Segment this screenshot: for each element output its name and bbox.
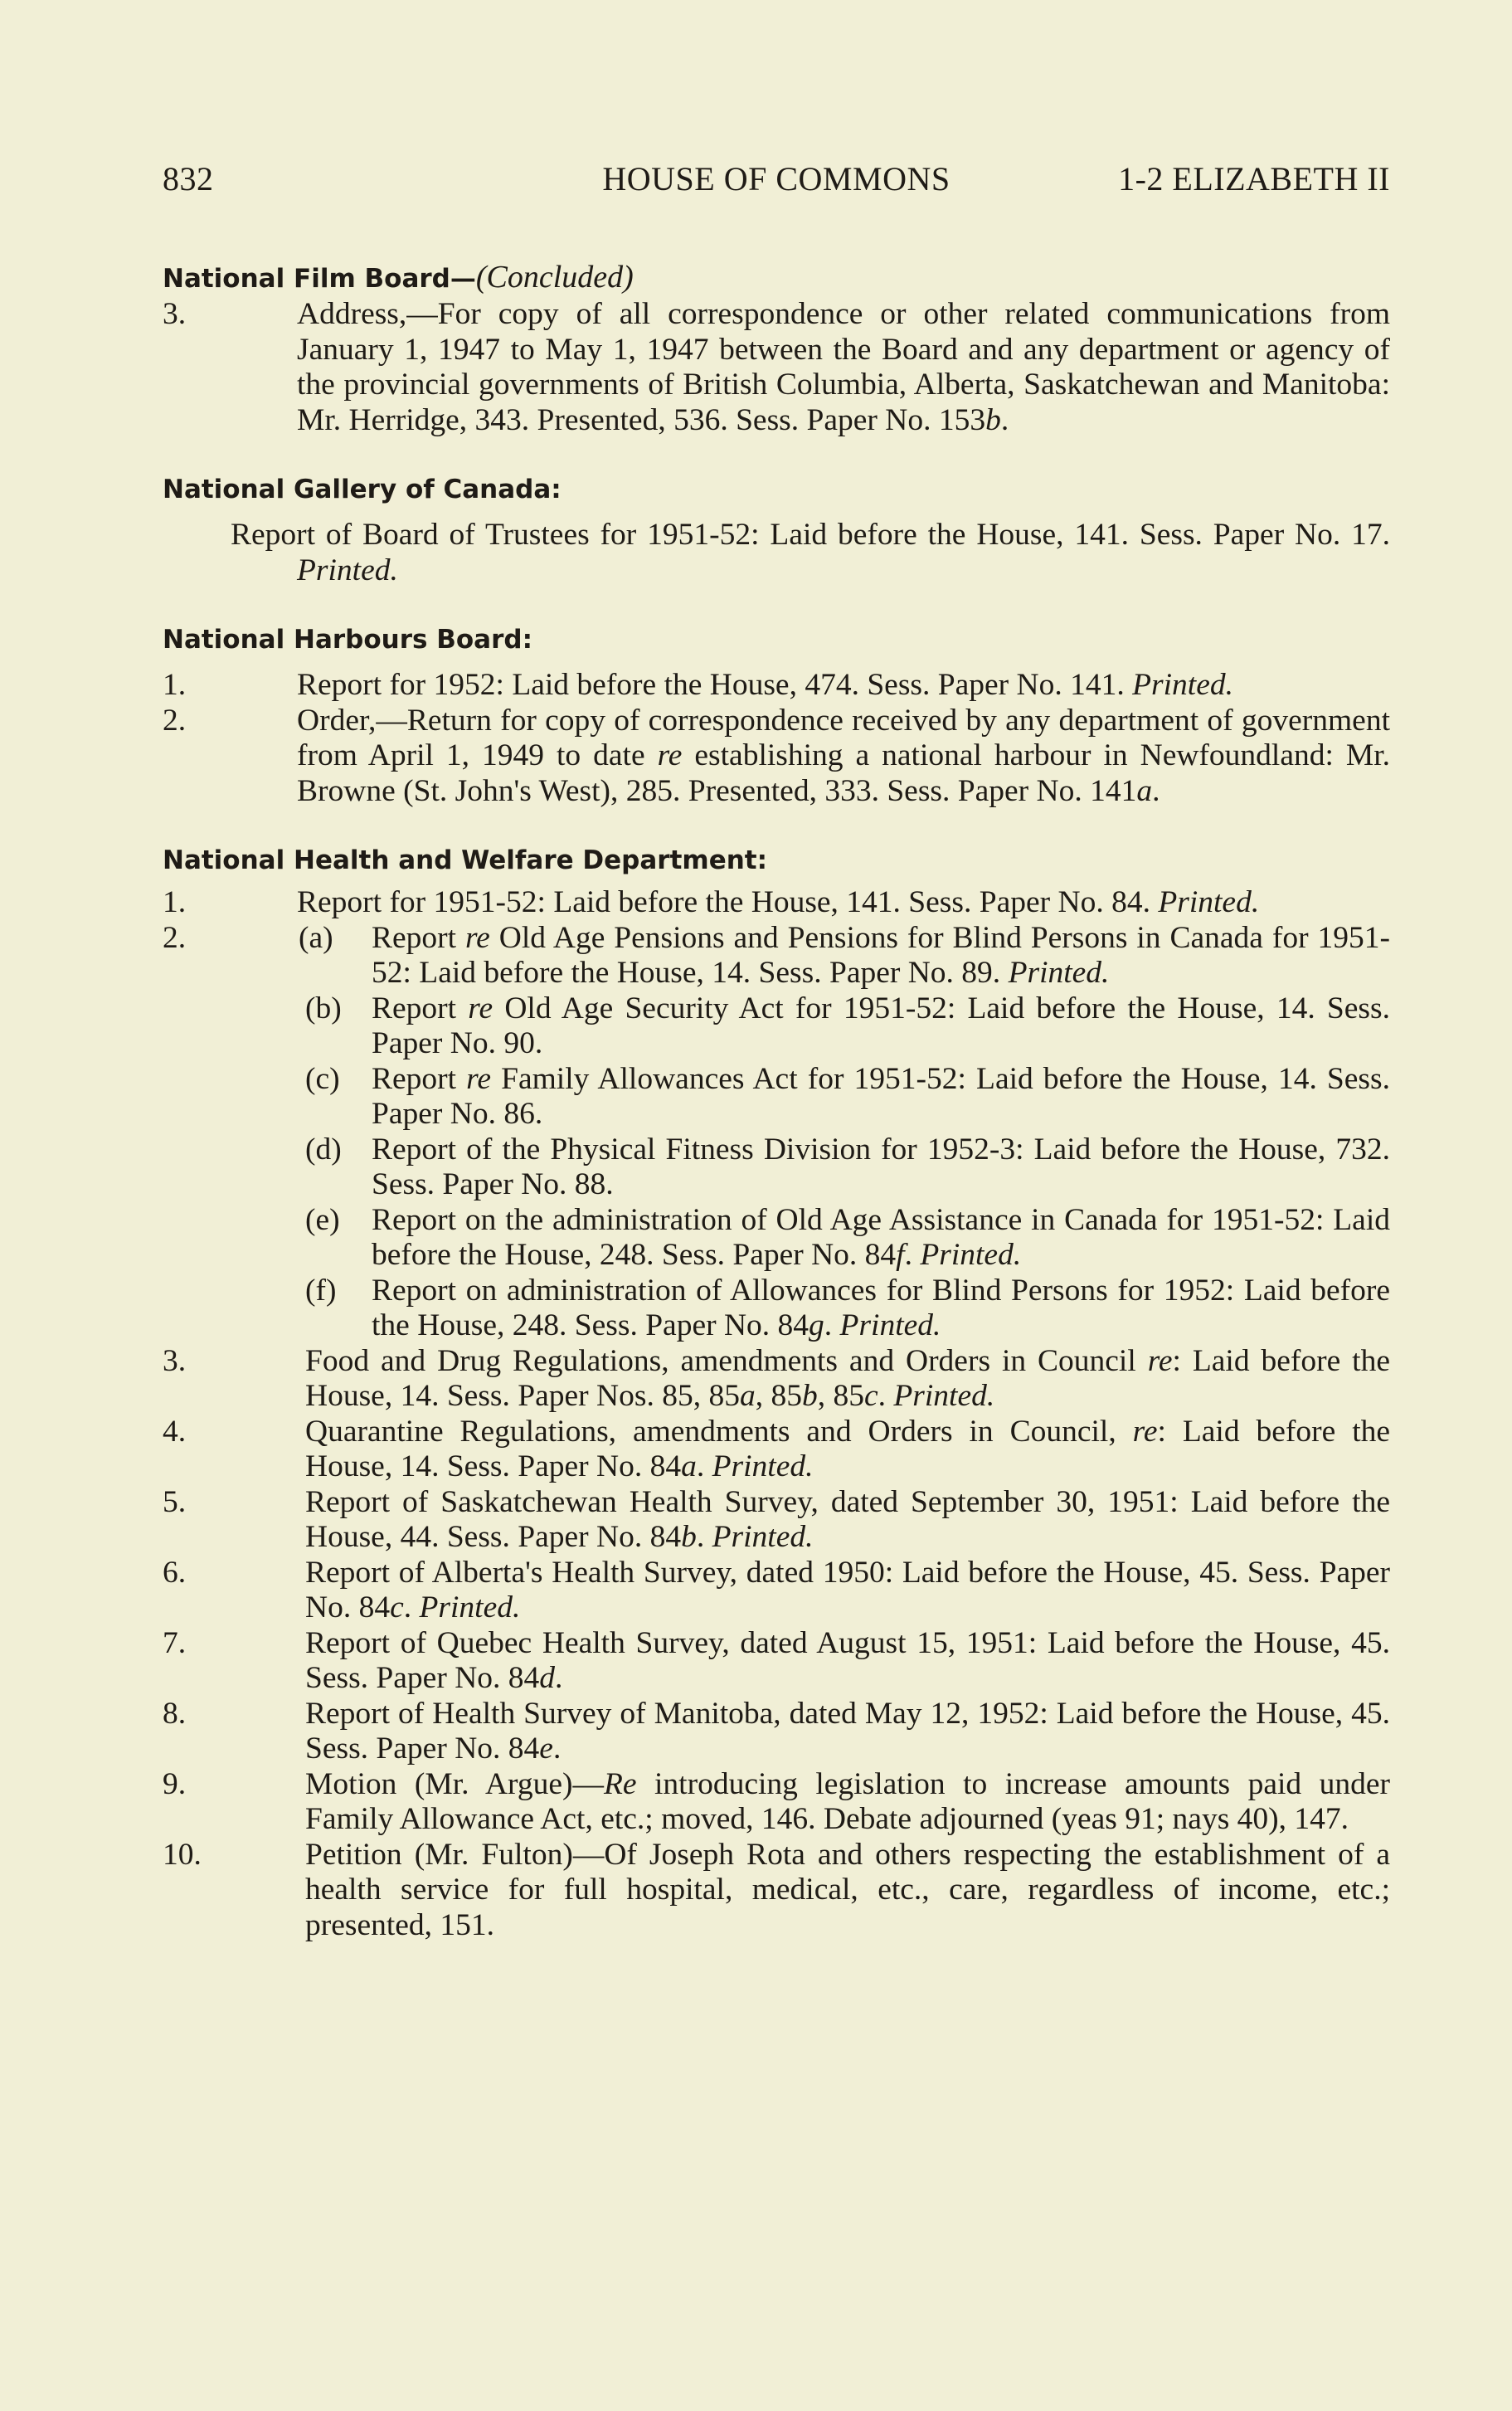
entry-number: 10. (163, 1837, 202, 1872)
entry-text: introducing legislation to increase amounts paid under Family Allowance Act, etc.; moved, 146. Debate adjourned (yeas 91; nays 40), 147. (305, 1766, 1390, 1836)
entry-text: Report on the administration of Old Age Assistance in Canada for 1951-52: Laid before the House, 248. Sess. Paper No. 84 (372, 1202, 1390, 1272)
sub-entry (163, 991, 1390, 1062)
entry-paper-suffix: a (739, 1379, 756, 1413)
entry-text: Report for 1951-52: Laid before the House, 141. Sess. Paper No. 84. (297, 885, 1159, 919)
section-national-health-welfare (163, 842, 1390, 1943)
entry-paper-suffix: b (985, 402, 1001, 437)
entry-text: : Laid before the House, 14. Sess. Paper No. 84 (305, 1414, 1391, 1483)
sub-entry-label: (a) (299, 920, 333, 955)
entry-text: Old Age Pensions and Pensions for Blind Persons in Canada for 1951-52: Laid before the House, 14. Sess. Paper No. 89. (372, 920, 1390, 990)
entry-number: 2. (163, 920, 187, 955)
re-label: re (1147, 1343, 1173, 1378)
entry-text: Petition (Mr. Fulton)—Of Joseph Rota and others respecting the establishment of a health service for full hospital, medical, etc., care, regardless of income, etc.; presented, 151. (305, 1837, 1390, 1942)
entry-number: 7. (163, 1625, 187, 1660)
entry-text: Old Age Security Act for 1951-52: Laid before the House, 14. Sess. Paper No. 90. (372, 991, 1390, 1060)
running-head (163, 159, 1390, 201)
entry (163, 518, 1390, 588)
printed-label: Printed. (893, 1379, 995, 1413)
section-national-gallery (163, 471, 1390, 588)
entry (163, 1838, 1390, 1944)
entry-text: Report on administration of Allowances for Blind Persons for 1952: Laid before the House, 248. Sess. Paper No. 84 (372, 1273, 1390, 1342)
entry (163, 921, 1390, 991)
re-label: re (468, 991, 493, 1025)
entry-text: Report of Board of Trustees for 1951-52: Laid before the House, 141. Sess. Paper No. 17. (231, 518, 1390, 552)
entry-text: . (696, 1449, 712, 1483)
entry-text: Order,—Return for copy of correspondence received by any department of government from April 1, 1949 to date (297, 703, 1390, 772)
sub-entry (163, 1132, 1390, 1203)
entry (163, 297, 1390, 438)
entry-text: . (878, 1379, 894, 1413)
printed-label: Printed. (712, 1520, 814, 1554)
printed-label: Printed. (297, 553, 398, 587)
section-heading: National Gallery of Canada: (163, 475, 562, 504)
entry-number: 3. (163, 1343, 187, 1378)
entry (163, 1626, 1390, 1697)
entry-number: 1. (163, 885, 187, 919)
entry-number: 6. (163, 1555, 187, 1590)
entry-number: 2. (163, 703, 187, 738)
sub-entry-label: (e) (305, 1202, 340, 1237)
entry-paper-suffix: c (390, 1590, 404, 1624)
entry-text: Report for 1952: Laid before the House, 474. Sess. Paper No. 141. (297, 668, 1133, 702)
entry-text: Report of the Physical Fitness Division for 1952-3: Laid before the House, 732. Sess. Paper No. 88. (372, 1132, 1390, 1201)
heading-suffix: (Concluded) (475, 260, 634, 295)
page-number: 832 (163, 160, 214, 197)
entry-text: , 85 (817, 1379, 864, 1413)
sub-entry-label: (f) (305, 1273, 337, 1308)
section-heading: National Health and Welfare Department: (163, 845, 768, 875)
entry (163, 704, 1390, 810)
entry-end: . (555, 1661, 563, 1695)
entry (163, 1767, 1390, 1838)
printed-label: Printed. (1158, 885, 1260, 919)
entry-text: Report of Alberta's Health Survey, dated 1950: Laid before the House, 45. Sess. Paper No. 84 (305, 1555, 1390, 1624)
sub-entry-label: (c) (305, 1061, 340, 1096)
entry-text: . (824, 1308, 840, 1342)
re-label: re (657, 738, 683, 772)
entry-paper-suffix: e (539, 1732, 553, 1766)
sub-entry (163, 1203, 1390, 1274)
entry-text: Motion (Mr. Argue)— (305, 1766, 604, 1801)
section-national-film-board (163, 259, 1390, 438)
entry-text: . (696, 1520, 712, 1554)
entry-text: Report of Quebec Health Survey, dated August 15, 1951: Laid before the House, 45. Sess. Paper No. 84 (305, 1625, 1390, 1695)
heading-text: National Film Board— (163, 264, 476, 294)
entry-number: 5. (163, 1484, 187, 1519)
entry-number: 9. (163, 1766, 187, 1801)
entry-text: . (403, 1590, 420, 1624)
entry-text: Report (372, 1061, 467, 1096)
entry-text: Address,—For copy of all correspondence or other related communications from January 1, 1947 to May 1, 1947 between the Board and any department or agency of the provincial governments of British Columbia, Alberta, Saskatchewan and Manitoba: Mr. Herridge, 343. Presented, 536. Sess. Paper No. 153 (297, 297, 1390, 437)
entry-text: Report of Saskatchewan Health Survey, dated September 30, 1951: Laid before the House, 44. Sess. Paper No. 84 (305, 1484, 1390, 1554)
section-heading (163, 259, 1390, 297)
entry-text: Report of Health Survey of Manitoba, dated May 12, 1952: Laid before the House, 45. Sess. Paper No. 84 (305, 1696, 1390, 1766)
entry-paper-suffix: b (801, 1379, 818, 1413)
entry-number: 1. (163, 668, 187, 702)
entry-end: . (1000, 402, 1009, 437)
entry-paper-suffix: g (809, 1308, 824, 1342)
printed-label: Printed. (1008, 956, 1110, 990)
page-title: HOUSE OF COMMONS (602, 160, 950, 197)
entry-text: , 85 (755, 1379, 802, 1413)
entry-text: . (904, 1238, 921, 1272)
entry-text: Report (372, 920, 465, 955)
sub-entry-label: (b) (305, 991, 342, 1025)
entry (163, 668, 1390, 704)
section-national-harbours-board (163, 621, 1390, 809)
printed-label: Printed. (1132, 668, 1233, 702)
entry-paper-suffix: d (539, 1661, 556, 1695)
re-label: re (466, 1061, 492, 1096)
index-body (163, 259, 1390, 1976)
entry-paper-suffix: b (681, 1520, 697, 1554)
printed-label: Printed. (419, 1590, 521, 1624)
re-label: re (1132, 1414, 1158, 1449)
entry-text: establishing a national harbour in Newfoundland: Mr. Browne (St. John's West), 285. Presented, 333. Sess. Paper No. 141 (297, 738, 1391, 808)
sub-entry-label: (d) (305, 1132, 342, 1167)
entry-number: 8. (163, 1696, 187, 1731)
re-label: re (464, 920, 490, 955)
entry-text: Food and Drug Regulations, amendments and Orders in Council (305, 1343, 1148, 1378)
entry-text: Family Allowances Act for 1951-52: Laid before the House, 14. Sess. Paper No. 86. (372, 1061, 1390, 1131)
entry-paper-suffix: a (681, 1449, 697, 1483)
re-label: Re (603, 1766, 637, 1801)
entry-text: Quarantine Regulations, amendments and Orders in Council, (305, 1414, 1133, 1449)
entry-paper-suffix: c (863, 1379, 878, 1413)
entry-number: 3. (163, 297, 187, 331)
entry-end: . (1152, 773, 1160, 808)
printed-label: Printed. (920, 1238, 1022, 1272)
entry-number: 4. (163, 1414, 187, 1449)
section-heading: National Harbours Board: (163, 625, 532, 655)
entry (163, 1697, 1390, 1767)
session-label: 1-2 ELIZABETH II (1118, 160, 1390, 197)
entry-paper-suffix: a (1136, 773, 1153, 808)
entry (163, 1485, 1390, 1556)
printed-label: Printed. (839, 1308, 941, 1342)
printed-label: Printed. (712, 1449, 814, 1483)
entry (163, 885, 1390, 921)
entry (163, 1415, 1390, 1485)
entry (163, 1556, 1390, 1626)
entry-text: : Laid before the House, 14. Sess. Paper Nos. 85, 85 (305, 1343, 1390, 1413)
entry-paper-suffix: f (896, 1238, 905, 1272)
entry (163, 1344, 1390, 1415)
entry-text: Report (372, 991, 469, 1025)
sub-entry (163, 1062, 1390, 1132)
sub-entry (163, 1274, 1390, 1344)
entry-end: . (552, 1732, 562, 1766)
